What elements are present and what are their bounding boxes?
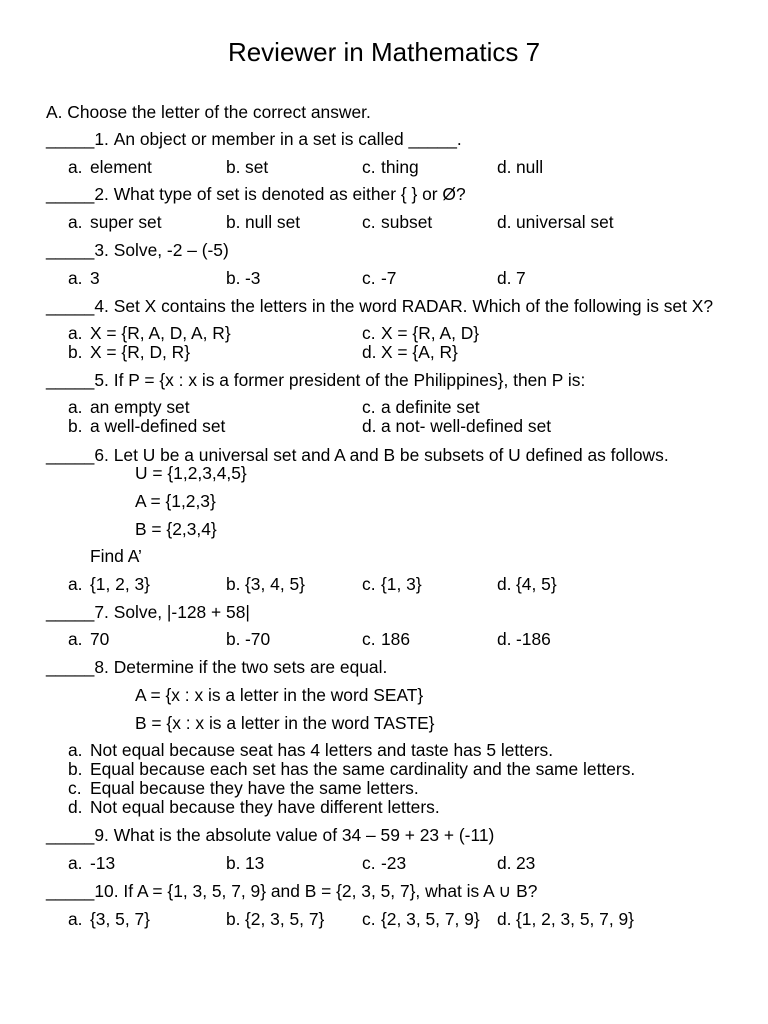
option-b — [68, 759, 635, 779]
option-d — [497, 268, 526, 288]
question-stem — [46, 602, 250, 622]
option-text: 23 — [516, 853, 536, 873]
option-text: {3, 4, 5} — [245, 574, 305, 594]
question-stem — [46, 825, 494, 845]
option-text: 70 — [90, 629, 110, 649]
option-letter: d. — [497, 909, 512, 929]
option-d — [497, 909, 634, 929]
option-b — [226, 629, 270, 649]
option-a — [68, 323, 231, 343]
given-set: A = {x : x is a letter in the word SEAT} — [135, 685, 424, 705]
option-d — [68, 797, 440, 817]
option-c — [362, 157, 419, 177]
option-text: {1, 2, 3} — [90, 574, 150, 594]
option-letter: c. — [362, 212, 376, 232]
question-number: 9. — [94, 825, 109, 845]
option-text: a well-defined set — [90, 416, 226, 436]
option-text: thing — [381, 157, 419, 177]
page-title: Reviewer in Mathematics 7 — [227, 37, 541, 67]
question-number: 1. — [94, 129, 109, 149]
question-stem — [46, 657, 387, 677]
option-b — [226, 853, 264, 873]
option-text: null set — [245, 212, 301, 232]
option-b — [68, 342, 190, 362]
option-text: X = {A, R} — [381, 342, 458, 362]
question-stem — [46, 240, 229, 260]
question-text: If A = {1, 3, 5, 7, 9} and B = {2, 3, 5, 7}, what is A ∪ B? — [123, 881, 538, 901]
option-text: Equal because each set has the same cardinality and the same letters. — [90, 759, 636, 779]
option-text: Equal because they have the same letters. — [90, 778, 419, 798]
option-text: X = {R, A, D, A, R} — [90, 323, 231, 343]
option-text: Not equal because they have different letters. — [90, 797, 440, 817]
option-letter: b. — [226, 909, 241, 929]
option-letter: a. — [68, 909, 83, 929]
answer-blank: _____ — [46, 825, 95, 845]
option-text: 186 — [381, 629, 411, 649]
answer-blank: _____ — [46, 602, 95, 622]
option-letter: b. — [68, 342, 83, 362]
option-text: -3 — [245, 268, 261, 288]
option-c — [362, 268, 396, 288]
option-text: X = {R, D, R} — [90, 342, 191, 362]
option-letter: c. — [362, 397, 376, 417]
answer-blank: _____ — [46, 296, 95, 316]
option-c — [362, 853, 406, 873]
answer-blank: _____ — [46, 129, 95, 149]
question-text: If P = {x : x is a former president of the Philippines}, then P is: — [113, 370, 586, 390]
option-c — [362, 909, 480, 929]
option-letter: c. — [362, 323, 376, 343]
option-text: 3 — [90, 268, 100, 288]
given-set: B = {2,3,4} — [135, 519, 217, 539]
option-text: -23 — [381, 853, 407, 873]
option-text: Not equal because seat has 4 letters and taste has 5 letters. — [90, 740, 554, 760]
option-a — [68, 909, 150, 929]
section-instruction: A. Choose the letter of the correct answer. — [46, 102, 371, 122]
option-letter: a. — [68, 853, 83, 873]
option-text: 7 — [516, 268, 526, 288]
given-set: A = {1,2,3} — [135, 491, 216, 511]
option-text: subset — [381, 212, 433, 232]
option-a — [68, 853, 115, 873]
option-text: 13 — [245, 853, 265, 873]
option-letter: a. — [68, 629, 83, 649]
option-d — [497, 629, 551, 649]
option-text: element — [90, 157, 152, 177]
option-letter: d. — [497, 268, 512, 288]
question-text: What is the absolute value of 34 – 59 + 23 + (-11) — [113, 825, 495, 845]
option-text: a definite set — [381, 397, 480, 417]
option-d — [497, 157, 543, 177]
option-c — [68, 778, 419, 798]
question-text: Let U be a universal set and A and B be subsets of U defined as follows. — [113, 445, 669, 465]
question-stem — [46, 370, 585, 390]
option-a — [68, 574, 150, 594]
option-letter: b. — [226, 268, 241, 288]
option-letter: a. — [68, 574, 83, 594]
option-letter: d. — [497, 212, 512, 232]
option-d — [497, 212, 614, 232]
option-letter: a. — [68, 268, 83, 288]
option-letter: b. — [226, 574, 241, 594]
question-text: Solve, |-128 + 58| — [113, 602, 250, 622]
question-number: 4. — [94, 296, 109, 316]
option-text: a not- well-defined set — [381, 416, 552, 436]
option-letter: d. — [497, 629, 512, 649]
question-stem — [46, 184, 466, 204]
option-a — [68, 212, 162, 232]
option-text: {1, 2, 3, 5, 7, 9} — [516, 909, 634, 929]
question-number: 5. — [94, 370, 109, 390]
option-letter: a. — [68, 397, 83, 417]
option-c — [362, 323, 479, 343]
given-set: U = {1,2,3,4,5} — [135, 463, 247, 483]
option-letter: c. — [362, 629, 376, 649]
question-stem — [46, 881, 537, 901]
option-text: -7 — [381, 268, 397, 288]
question-stem — [46, 129, 462, 149]
question-number: 8. — [94, 657, 109, 677]
option-letter: c. — [362, 157, 376, 177]
option-letter: c. — [362, 853, 376, 873]
option-b — [226, 157, 268, 177]
question-text: What type of set is denoted as either { } or Ø? — [113, 184, 466, 204]
option-letter: d. — [362, 342, 377, 362]
option-d — [362, 342, 458, 362]
answer-blank: _____ — [46, 184, 95, 204]
option-d — [362, 416, 551, 436]
option-letter: d. — [497, 157, 512, 177]
option-text: {2, 3, 5, 7} — [245, 909, 325, 929]
question-stem — [46, 296, 713, 316]
option-text: -13 — [90, 853, 116, 873]
option-text: an empty set — [90, 397, 190, 417]
option-letter: b. — [68, 416, 83, 436]
option-text: -70 — [245, 629, 271, 649]
option-text: {1, 3} — [381, 574, 422, 594]
answer-blank: _____ — [46, 881, 95, 901]
option-b — [226, 909, 324, 929]
option-text: universal set — [516, 212, 614, 232]
option-letter: d. — [362, 416, 377, 436]
option-a — [68, 157, 152, 177]
option-text: {4, 5} — [516, 574, 557, 594]
option-b — [226, 574, 305, 594]
option-letter: d. — [497, 574, 512, 594]
option-a — [68, 397, 190, 417]
option-letter: a. — [68, 323, 83, 343]
option-letter: c. — [362, 574, 376, 594]
option-letter: a. — [68, 740, 83, 760]
option-letter: b. — [68, 759, 83, 779]
option-text: null — [516, 157, 544, 177]
answer-blank: _____ — [46, 445, 95, 465]
option-d — [497, 574, 557, 594]
option-letter: c. — [362, 909, 376, 929]
option-letter: a. — [68, 212, 83, 232]
answer-blank: _____ — [46, 240, 95, 260]
question-text: Determine if the two sets are equal. — [113, 657, 388, 677]
question-prompt: Find A’ — [90, 546, 142, 566]
question-number: 2. — [94, 184, 109, 204]
option-b — [226, 212, 300, 232]
option-letter: d. — [497, 853, 512, 873]
question-text: An object or member in a set is called _____. — [113, 129, 462, 149]
option-letter: b. — [226, 853, 241, 873]
option-letter: c. — [362, 268, 376, 288]
option-b — [68, 416, 225, 436]
option-a — [68, 629, 109, 649]
option-a — [68, 740, 553, 760]
question-number: 3. — [94, 240, 109, 260]
option-letter: b. — [226, 157, 241, 177]
question-text: Solve, -2 – (-5) — [113, 240, 229, 260]
answer-blank: _____ — [46, 657, 95, 677]
given-set: B = {x : x is a letter in the word TASTE} — [135, 713, 435, 733]
option-a — [68, 268, 100, 288]
option-letter: b. — [226, 212, 241, 232]
answer-blank: _____ — [46, 370, 95, 390]
option-text: set — [245, 157, 269, 177]
option-c — [362, 212, 432, 232]
option-text: {3, 5, 7} — [90, 909, 150, 929]
question-number: 6. — [94, 445, 109, 465]
option-letter: c. — [68, 778, 82, 798]
option-text: {2, 3, 5, 7, 9} — [381, 909, 480, 929]
option-letter: a. — [68, 157, 83, 177]
question-number: 7. — [94, 602, 109, 622]
option-c — [362, 574, 422, 594]
option-c — [362, 397, 480, 417]
question-stem — [46, 445, 669, 465]
option-letter: d. — [68, 797, 83, 817]
option-b — [226, 268, 260, 288]
question-text: Set X contains the letters in the word RADAR. Which of the following is set X? — [113, 296, 714, 316]
option-text: super set — [90, 212, 162, 232]
option-letter: b. — [226, 629, 241, 649]
option-text: X = {R, A, D} — [381, 323, 480, 343]
option-c — [362, 629, 410, 649]
option-d — [497, 853, 535, 873]
question-number: 10. — [94, 881, 119, 901]
option-text: -186 — [516, 629, 551, 649]
